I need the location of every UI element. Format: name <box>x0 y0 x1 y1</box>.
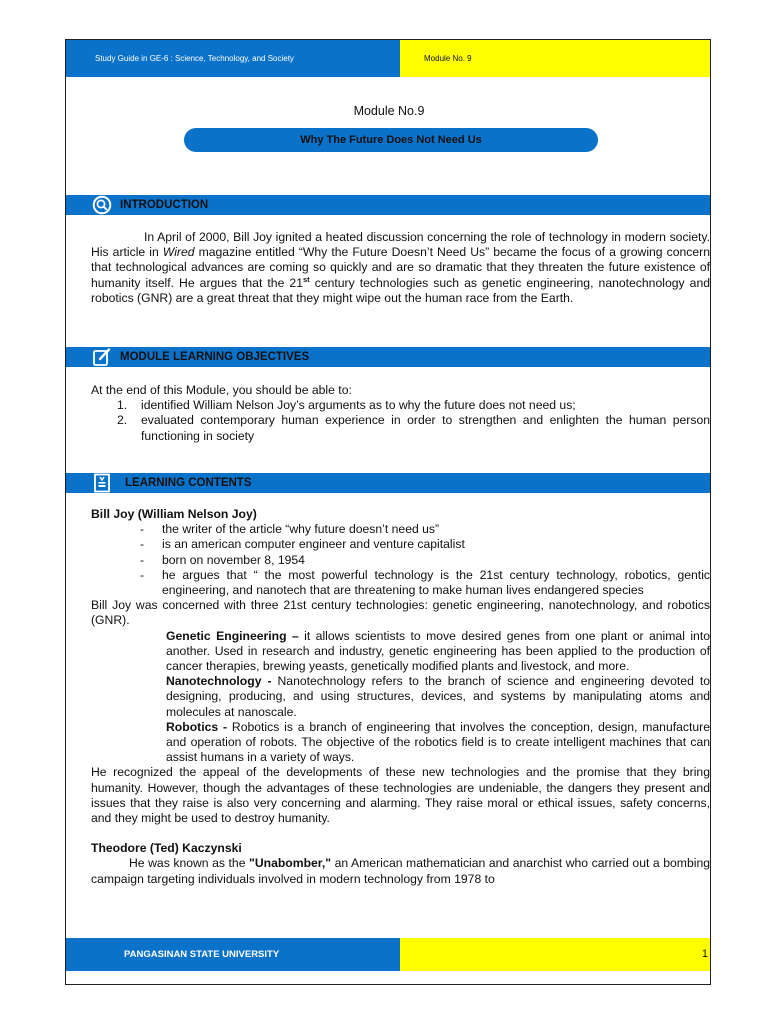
objectives-heading: MODULE LEARNING OBJECTIVES <box>120 351 310 363</box>
appeal-paragraph: He recognized the appeal of the developments of these new technologies and the promise that they bring humanity. However, though the advantages of these technologies are undeniable, the dangers they present and issues that they raise is also very concerning and alarming. They raise moral or ethical issues, safety concerns, and they might be used to destroy humanity. <box>91 765 710 826</box>
course-title: Study Guide in GE-6 : Science, Technology, and Society <box>66 40 400 77</box>
kaczynski-paragraph: He was known as the "Unabomber," an American mathematician and anarchist who carried out a bombing campaign targeting individuals involved in modern technology from 1978 to <box>91 856 711 886</box>
tech-genetic: Genetic Engineering – it allows scientists to move desired genes from one plant or animal into another. Used in research and industry, genetic engineering has been applied to the production of cancer therapies, brewing yeasts, genetically modified plants and livestock, and more. <box>166 628 710 674</box>
magnifier-icon <box>92 195 112 215</box>
module-number: Module No.9 <box>353 104 425 118</box>
objectives-text <box>91 383 710 444</box>
pencil-edit-icon <box>92 347 112 367</box>
introduction-text: In April of 2000, Bill Joy ignited a heated discussion concerning the role of technology in modern society. His article in Wired magazine entitled “Why the Future Doesn’t Need Us” became the focus of a growing concern that technological advances are coming so quickly and are so dramatic that they threaten the future existence of humanity itself. He argues that the 21st century technologies such as genetic engineering, nanotechnology and robotics (GNR) are a great threat that they might wipe out the human race from the Earth. <box>91 230 711 305</box>
page-footer <box>66 938 711 971</box>
module-label: Module No. 9 <box>400 40 711 77</box>
technology-definitions <box>91 629 710 766</box>
objectives-bar <box>66 347 711 367</box>
contents-text <box>91 507 710 887</box>
tech-robotics: Robotics - Robotics is a branch of engineering that involves the conception, design, manufacture and operation of robots. The objective of the robotics field is to create intelligent machines that can assist humans in a variety of ways. <box>166 719 710 765</box>
page-number: 1 <box>400 938 711 971</box>
kaczynski-heading: Theodore (Ted) Kaczynski <box>91 841 242 856</box>
contents-bar <box>66 473 711 493</box>
university-name: PANGASINAN STATE UNIVERSITY <box>66 938 400 971</box>
page-header <box>66 40 711 77</box>
list-item: - born on november 8, 1954 <box>140 552 305 567</box>
introduction-heading: INTRODUCTION <box>120 199 209 211</box>
list-item: - he argues that “ the most powerful technology is the 21st century technology, robotics, gentic engineering, and nanotech that are threatening to make human lives endangered species <box>140 567 710 598</box>
objective-item: 2. evaluated contemporary human experience in order to strengthen and enlighten the human person functioning in society <box>117 413 710 443</box>
introduction-bar <box>66 195 711 215</box>
bill-joy-heading: Bill Joy (William Nelson Joy) <box>91 507 257 521</box>
list-item: - is an american computer engineer and venture capitalist <box>140 537 465 552</box>
objective-item: 1. identified William Nelson Joy’s arguments as to why the future does not need us; <box>117 398 576 413</box>
bill-joy-list <box>91 522 710 598</box>
list-item: - the writer of the article “why future doesn’t need us” <box>140 522 440 537</box>
document-icon <box>92 473 112 493</box>
contents-heading: LEARNING CONTENTS <box>125 477 252 489</box>
objectives-lead: At the end of this Module, you should be able to: <box>91 383 352 397</box>
joy-concern: Bill Joy was concerned with three 21st century technologies: genetic engineering, nanotechnology, and robotics (GNR). <box>91 598 710 628</box>
module-title: Why The Future Does Not Need Us <box>184 128 598 152</box>
objectives-list <box>91 398 710 444</box>
document-page <box>65 39 711 985</box>
tech-nano: Nanotechnology - Nanotechnology refers to the branch of science and engineering devoted to designing, producing, and using structures, devices, and systems by manipulating atoms and molecules at nanoscale. <box>166 674 710 719</box>
